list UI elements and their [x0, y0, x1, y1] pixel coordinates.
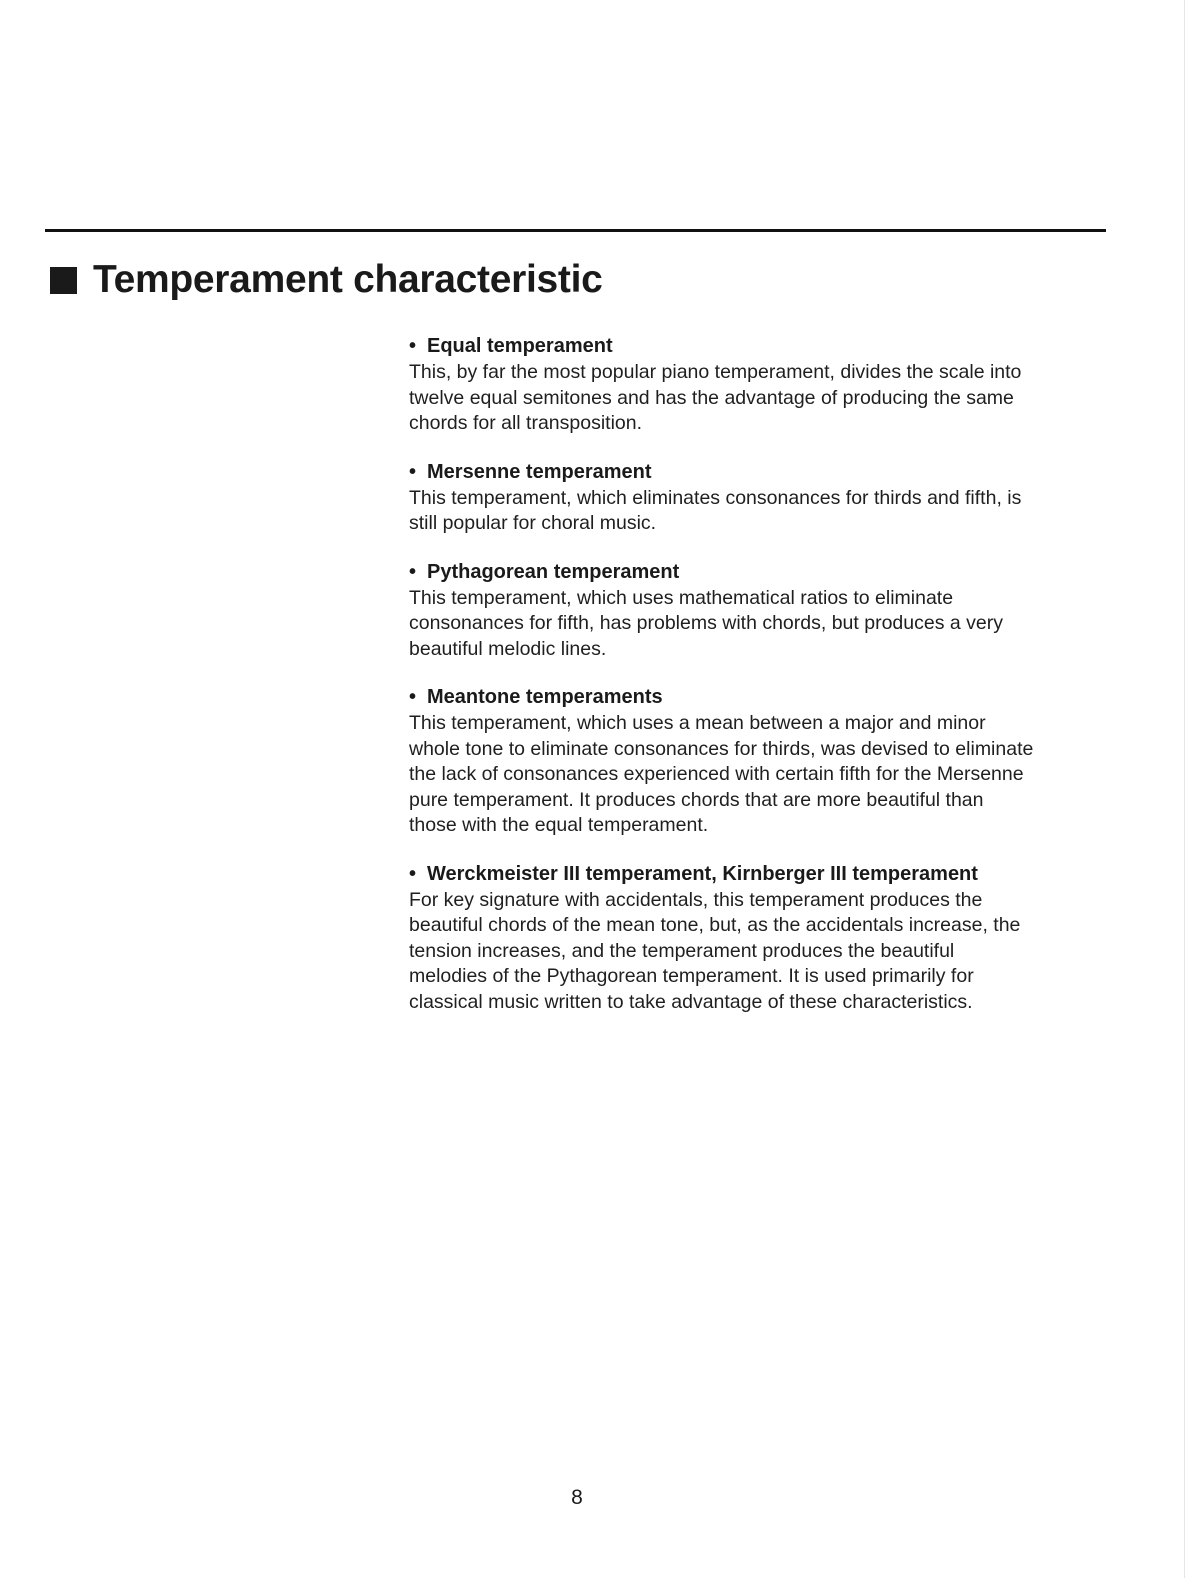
item-title [409, 559, 1109, 586]
heading-square-icon [50, 267, 77, 294]
item-description: This temperament, which uses mathematical ratios to eliminate consonances for fifth, has problems with chords, but produces a very beautiful melodic lines. [409, 586, 1003, 660]
temperament-list [409, 333, 1109, 1037]
item-description: This, by far the most popular piano temperament, divides the scale into twelve equal semitones and has the advantage of producing the same chords for all transposition. [409, 361, 1022, 434]
page-number: 8 [571, 1486, 583, 1509]
item-title [409, 459, 1109, 486]
temperament-item-mersenne [409, 459, 1109, 537]
temperament-item-pythagorean [409, 559, 1109, 663]
bullet-icon: • [409, 460, 417, 483]
item-description: This temperament, which uses a mean between a major and minor whole tone to eliminate consonances for thirds, was devised to eliminate the lack of consonances experienced with certain fifth for the Mersenne pure temperament. It produces chords that are more beautiful than those with the equal temperament. [409, 712, 1034, 836]
temperament-item-equal [409, 333, 1109, 437]
item-description: For key signature with accidentals, this temperament produces the beautiful chords of the mean tone, but, as the accidentals increase, the tension increases, and the temperament produces the beautiful melodies of the Pythagorean temperament. It is used primarily for classical music written to take advantage of these characteristics. [409, 888, 1021, 1013]
page-title: Temperament characteristic [93, 258, 603, 301]
item-title [409, 333, 1109, 360]
item-description: This temperament, which eliminates consonances for thirds and fifth, is still popular for choral music. [409, 486, 1022, 534]
item-title [409, 684, 1109, 711]
section-heading [50, 254, 603, 306]
bullet-icon: • [409, 335, 417, 357]
header-rule [45, 229, 1106, 232]
item-title-text: Equal temperament [427, 335, 613, 357]
temperament-item-werckmeister-kirnberger [409, 861, 1109, 1016]
item-title-text: Meantone temperaments [427, 686, 663, 708]
bullet-icon: • [409, 862, 417, 885]
temperament-item-meantone [409, 684, 1109, 839]
item-title [409, 861, 1109, 888]
bullet-icon: • [409, 686, 417, 708]
item-title-text: Mersenne temperament [427, 460, 652, 483]
bullet-icon: • [409, 560, 417, 583]
item-title-text: Pythagorean temperament [427, 560, 680, 583]
item-title-text: Werckmeister III temperament, Kirnberger III temperament [427, 862, 978, 885]
scan-edge-line [1184, 0, 1185, 1578]
